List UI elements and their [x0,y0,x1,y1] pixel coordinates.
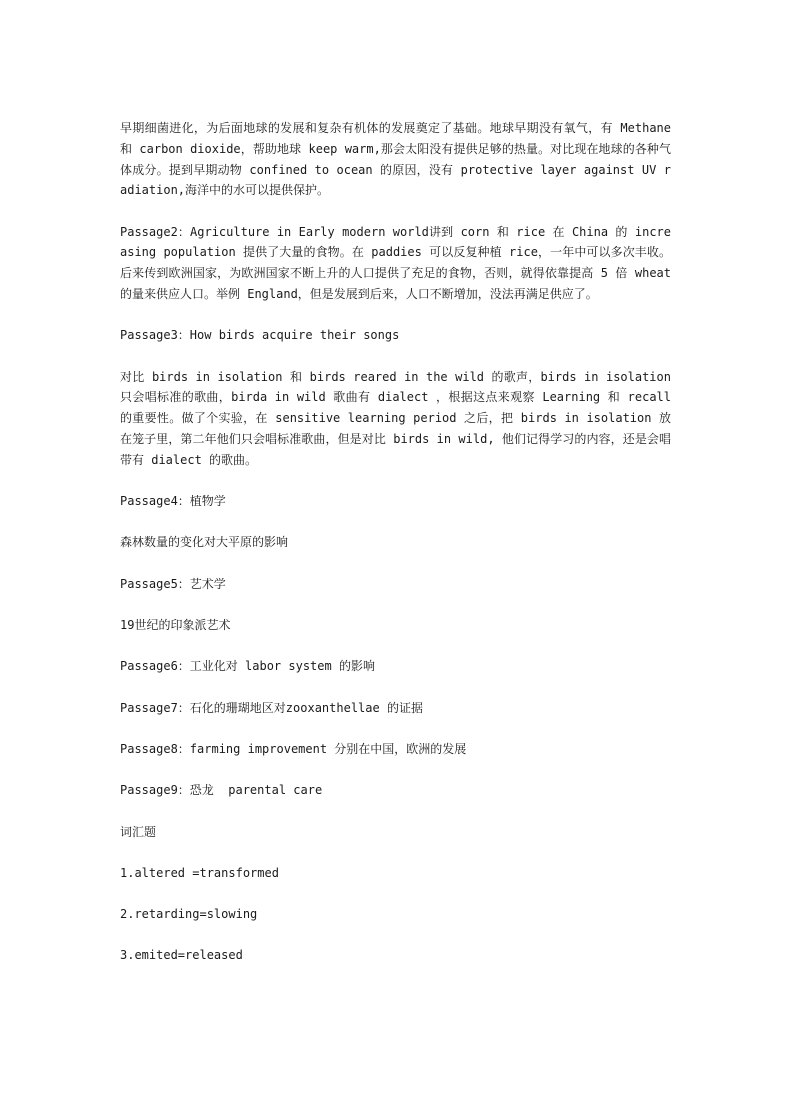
paragraph-passage3-birds: 对比 birds in isolation 和 birds reared in the wild 的歌声，birds in isolation 只会唱标准的歌曲，birda in wild 歌曲有 dialect ，根据这点来观察 Learning 和 recall 的重要性。做了个实验，在 sensitive learning period 之后，把 birds in isolation 放在笼子里，第二年他们只会唱标准歌曲，但是对比 birds in wild, 他们记得学习的内容，还是会唱带有 dialect 的歌曲。 [120,369,671,467]
vocab-item-3: 3.emited=released [120,948,243,963]
paragraph-early-earth: 早期细菌进化，为后面地球的发展和复杂有机体的发展奠定了基础。地球早期没有氧气，有 Methane 和 carbon dioxide，帮助地球 keep warm,那会太阳没有提供足够的热量。对比现在地球的各种气体成分。提到早期动物 confined to ocean 的原因，没有 protective layer against UV radiation,海洋中的水可以提供保护。 [120,121,671,198]
vocab-item-1: 1.altered =transformed [120,865,279,880]
paragraph-passage2-agriculture: Passage2：Agriculture in Early modern world讲到 corn 和 rice 在 China 的 increasing population 提供了大量的食物。在 paddies 可以反复种植 rice，一年中可以多次丰收。后来传到欧洲国家，为欧洲国家不断上升的人口提供了充足的食物，否则，就得依靠提高 5 倍 wheat 的量来供应人口。举例 England，但是发展到后来，人口不断增加，没法再满足供应了。 [120,224,671,302]
document-page [120,118,671,987]
heading-vocabulary: 词汇题 [120,824,157,839]
heading-passage6: Passage6：工业化对 labor system 的影响 [120,659,375,674]
line-impressionism: 19世纪的印象派艺术 [120,618,231,633]
heading-passage7: Passage7：石化的珊瑚地区对zooxanthellae 的证据 [120,700,423,715]
heading-passage4: Passage4：植物学 [120,494,226,509]
vocab-item-2: 2.retarding=slowing [120,907,258,922]
heading-passage8: Passage8：farming improvement 分别在中国，欧洲的发展 [120,741,467,756]
heading-passage3: Passage3：How birds acquire their songs [120,328,400,343]
line-forest-plains: 森林数量的变化对大平原的影响 [120,535,289,550]
heading-passage9: Passage9：恐龙 parental care [120,783,323,798]
heading-passage5: Passage5：艺术学 [120,576,226,591]
